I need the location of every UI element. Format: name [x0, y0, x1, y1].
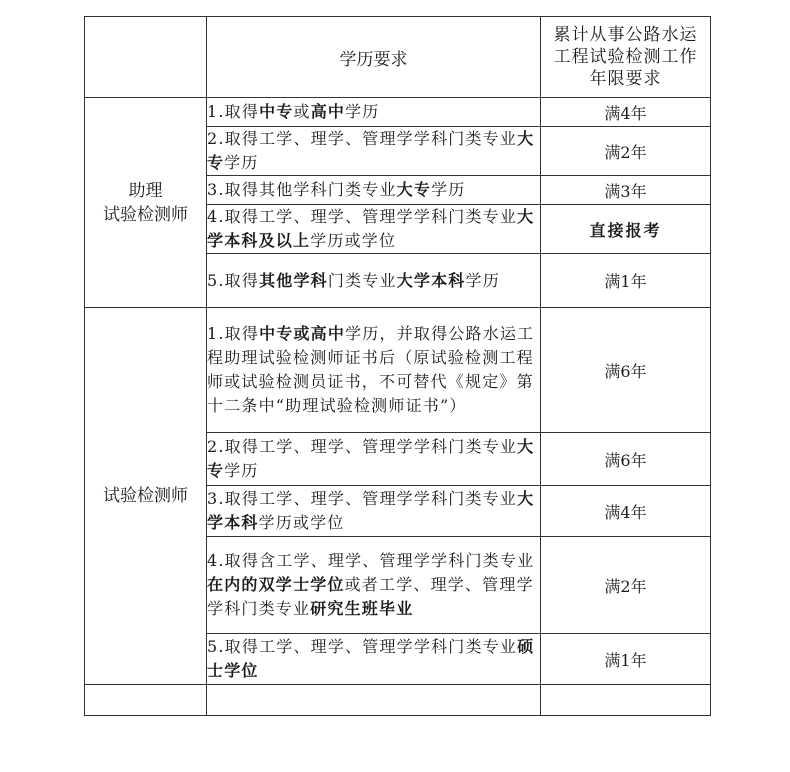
continued-cell [207, 685, 541, 716]
education-requirement [207, 127, 541, 176]
emphasis-text: 其他学科 [259, 270, 328, 290]
emphasis-text: 在内的双学士学位 [207, 575, 345, 594]
years-requirement: 满6年 [541, 308, 711, 433]
years-requirement: 满4年 [541, 486, 711, 537]
education-requirement [207, 98, 541, 127]
education-requirement [207, 176, 541, 205]
requirement-text: 学历或学位 [258, 513, 345, 532]
years-requirement: 满2年 [541, 537, 711, 634]
requirement-text: 或者工学、理学、管理学学科门类专业 [207, 575, 534, 618]
education-requirement [207, 433, 541, 486]
emphasis-text: 大学本科 [207, 489, 535, 532]
table-row [85, 98, 711, 127]
header-years-line: 累计从事公路水运 [553, 25, 698, 45]
continued-cell [85, 685, 207, 716]
requirement-text: 学历 [345, 102, 380, 121]
requirement-text: 5.取得工学、理学、管理学学科门类专业 [207, 637, 518, 656]
years-requirement: 满1年 [541, 634, 711, 685]
emphasis-text: 高中 [310, 102, 346, 121]
requirement-text: 门类专业 [327, 270, 397, 290]
requirement-text: 学历 [224, 461, 259, 480]
level-assistant [85, 98, 207, 308]
requirement-text: 学历 [431, 180, 466, 199]
emphasis-text: 硕士学位 [207, 637, 535, 680]
education-requirement [207, 634, 541, 685]
requirement-text: 2.取得工学、理学、管理学学科门类专业 [207, 437, 518, 456]
requirement-text: 5.取得 [207, 270, 260, 290]
emphasis-text: 大学本科 [396, 270, 466, 290]
requirement-text: 1.取得 [207, 102, 260, 121]
requirement-text: 学历或学位 [310, 231, 397, 250]
requirement-text: 1.取得 [207, 324, 260, 343]
years-requirement: 满3年 [541, 176, 711, 205]
education-requirement [207, 205, 541, 254]
years-requirement: 直接报考 [541, 205, 711, 254]
years-requirement: 满1年 [541, 254, 711, 308]
emphasis-text: 中专或高中 [259, 324, 346, 343]
requirement-text: 学历，并取得公路水运工程助理试验检测师证书后（原试验检测工程师或试验检测员证书，不可替代《规定》第十二条中“助理试验检测师证书”） [207, 324, 535, 415]
emphasis-text: 大专 [207, 129, 535, 172]
years-requirement: 满4年 [541, 98, 711, 127]
requirement-text: 4.取得含工学、理学、管理学学科门类专业 [207, 551, 535, 570]
education-requirement [207, 308, 541, 433]
requirement-text: 学历 [465, 270, 500, 290]
requirement-text: 3.取得工学、理学、管理学学科门类专业 [207, 489, 518, 508]
header-years [541, 17, 711, 98]
emphasis-text: 中专 [259, 102, 294, 121]
level-title-line: 试验检测师 [103, 204, 188, 225]
header-row [85, 17, 711, 98]
header-education: 学历要求 [207, 17, 541, 98]
emphasis-text: 研究生班毕业 [310, 599, 414, 618]
emphasis-text: 大专 [207, 437, 535, 480]
requirement-text: 4.取得工学、理学、管理学学科门类专业 [207, 207, 518, 226]
requirement-text: 2.取得工学、理学、管理学学科门类专业 [207, 129, 518, 148]
level-title-line: 试验检测师 [103, 486, 188, 506]
level-title-line: 助理 [128, 180, 163, 201]
header-years-line: 年限要求 [589, 69, 662, 89]
table-row [85, 308, 711, 433]
emphasis-text: 大专 [396, 180, 432, 199]
education-requirement [207, 486, 541, 537]
education-requirement [207, 254, 541, 308]
years-requirement: 满2年 [541, 127, 711, 176]
header-years-line: 工程试验检测工作 [553, 47, 698, 67]
header-level [85, 17, 207, 98]
table-row [85, 685, 711, 716]
continued-cell [541, 685, 711, 716]
education-requirement [207, 537, 541, 634]
qualification-table [84, 16, 711, 716]
emphasis-text: 大学本科及以上 [207, 207, 535, 250]
years-requirement: 满6年 [541, 433, 711, 486]
requirement-text: 或 [293, 102, 311, 121]
level-engineer [85, 308, 207, 685]
requirement-text: 学历 [224, 153, 259, 172]
requirement-text: 3.取得其他学科门类专业 [207, 180, 397, 199]
